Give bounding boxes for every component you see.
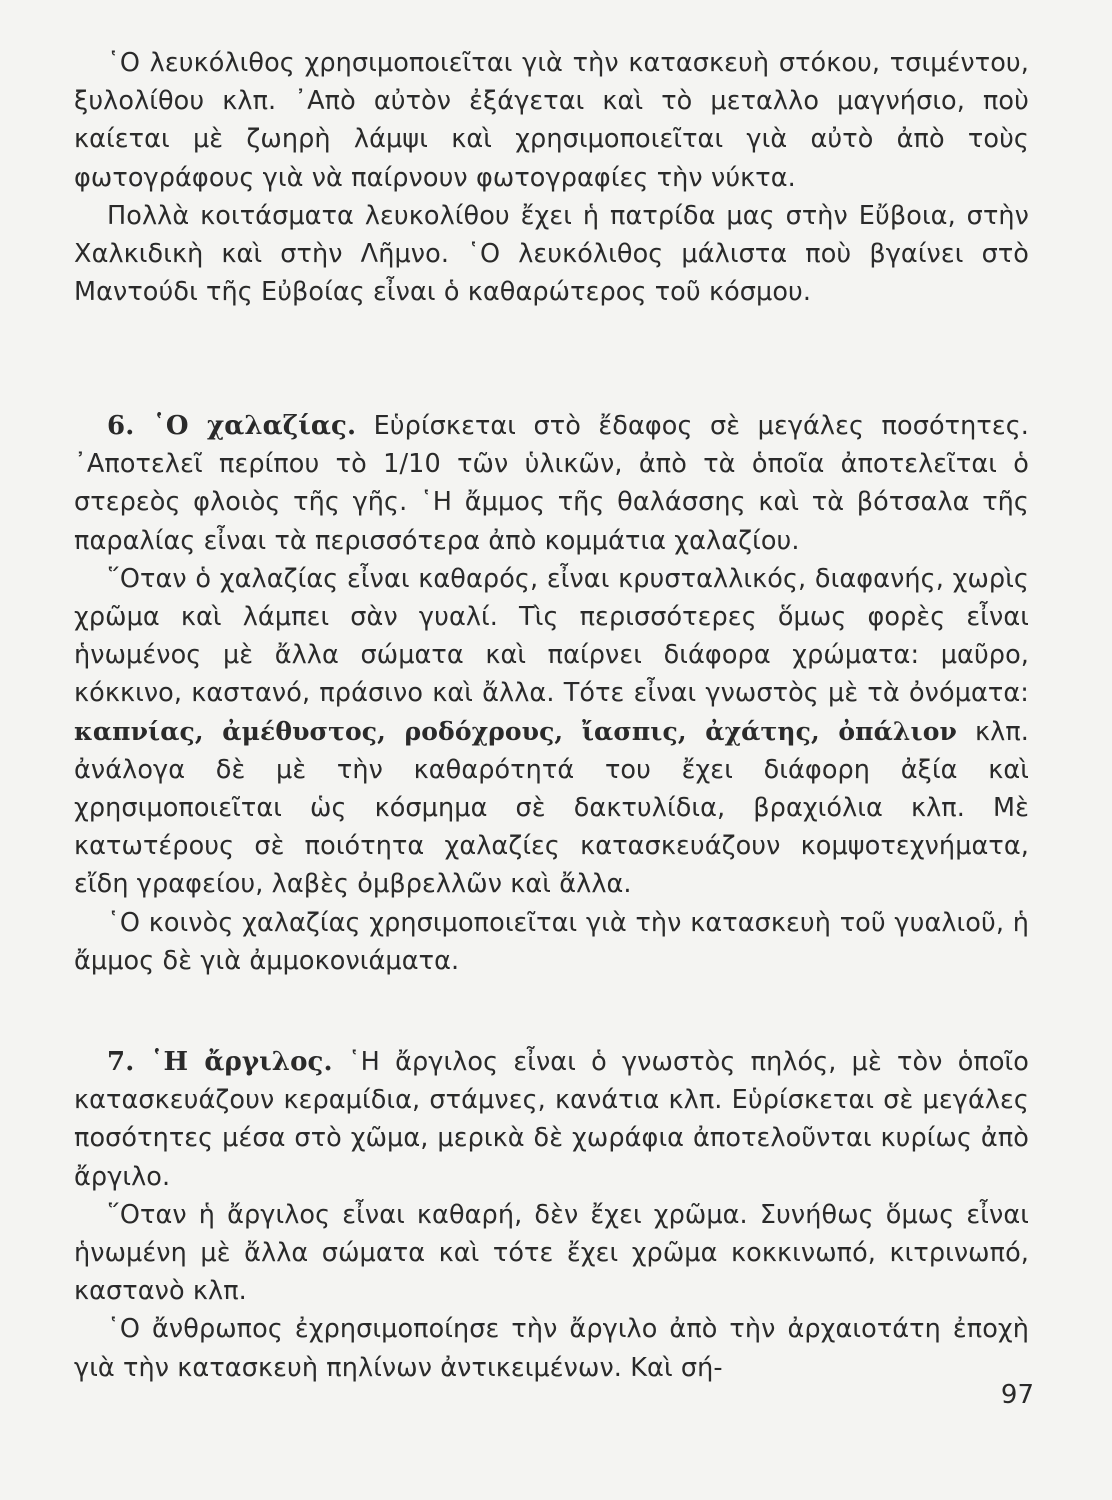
section-limestone (74, 44, 1029, 311)
section-clay (74, 1043, 1029, 1387)
paragraph: ῾Ο ἄνθρωπος ἐχρησιμοποίησε τὴν ἄργιλο ἀπὸ τὴν ἀρχαιοτάτη ἐποχὴ γιὰ τὴν κατασκευὴ πηλίνων ἀντικειμένων. Καὶ σή- (74, 1314, 1029, 1383)
paragraph: ῞Οταν ἡ ἄργιλος εἶναι καθαρή, δὲν ἔχει χρῶμα. Συνήθως ὅμως εἶναι ἡνωμένη μὲ ἄλλα σώματα καὶ τότε ἔχει χρῶμα κοκκινωπό, κιτρινωπό, καστανὸ κλπ. (74, 1199, 1029, 1307)
section-heading: 6. ῾Ο χαλαζίας. (107, 411, 357, 441)
paragraph-text: ῞Οταν ὁ χαλαζίας εἶναι καθαρός, εἶναι κρυσταλλικός, διαφανής, χωρὶς χρῶμα καὶ λάμπει σὰν γυαλί. Τὶς περισσότερες ὅμως φορὲς εἶναι ἡνωμένος μὲ ἄλλα σώματα καὶ παίρνει διάφορα χρώματα: μαῦρο, κόκκινο, καστανό, πράσινο καὶ ἄλλα. Τότε εἶναι γνωστὸς μὲ τὰ ὀνόματα: (74, 563, 1029, 709)
paragraph-text: κλπ. ἀνάλογα δὲ μὲ τὴν καθαρότητά του ἔχει διάφορη ἀξία καὶ χρησιμοποιεῖται ὡς κόσμημα σὲ δακτυλίδια, βραχιόλια κλπ. Μὲ κατωτέρους σὲ ποιότητα χαλαζίες κατασκευάζουν κομψοτεχνήματα, εἴδη γραφείου, λαβὲς ὀμβρελλῶν καὶ ἄλλα. (74, 716, 1029, 900)
paragraph (74, 407, 1029, 560)
paragraph (74, 1043, 1029, 1196)
gem-names: καπνίας, ἀμέθυστος, ροδόχρους, ἴασπις, ἀχάτης, ὀπάλιον (74, 716, 957, 746)
section-quartz (74, 407, 1029, 980)
section-heading: 7. ῾Η ἄργιλος. (107, 1047, 333, 1077)
paragraph: ῾Ο λευκόλιθος χρησιμοποιεῖται γιὰ τὴν κατασκευὴ στόκου, τσιμέντου, ξυλολίθου κλπ. ᾿Απὸ αὐτὸν ἐξάγεται καὶ τὸ μεταλλο μαγνήσιο, ποὺ καίεται μὲ ζωηρὴ λάμψι καὶ χρησιμοποιεῖται γιὰ αὐτὸ ἀπὸ τοὺς φωτογράφους γιὰ νὰ παίρνουν φωτογραφίες τὴν νύκτα. (74, 48, 1029, 193)
paragraph: Πολλὰ κοιτάσματα λευκολίθου ἔχει ἡ πατρίδα μας στὴν Εὔβοια, στὴν Χαλκιδικὴ καὶ στὴν Λῆμνο. ῾Ο λευκόλιθος μάλιστα ποὺ βγαίνει στὸ Μαντούδι τῆς Εὐβοίας εἶναι ὁ καθαρώτερος τοῦ κόσμου. (74, 200, 1029, 308)
page-number: 97 (1000, 1380, 1034, 1410)
paragraph (74, 560, 1029, 904)
paragraph: ῾Ο κοινὸς χαλαζίας χρησιμοποιεῖται γιὰ τὴν κατασκευὴ τοῦ γυαλιοῦ, ἡ ἄμμος δὲ γιὰ ἀμμοκονιάματα. (74, 907, 1029, 976)
paragraph-text: Εὑρίσκεται στὸ ἔδαφος σὲ μεγάλες ποσότητες. ᾿Αποτελεῖ περίπου τὸ 1/10 τῶν ὑλικῶν, ἀπὸ τὰ ὁποῖα ἀποτελεῖται ὁ στερεὸς φλοιὸς τῆς γῆς. ῾Η ἄμμος τῆς θαλάσσης καὶ τὰ βότσαλα τῆς παραλίας εἶναι τὰ περισσότερα ἀπὸ κομμάτια χαλαζίου. (74, 411, 1029, 556)
paragraph-text: ῾Η ἄργιλος εἶναι ὁ γνωστὸς πηλός, μὲ τὸν ὁποῖο κατασκευάζουν κεραμίδια, στάμνες, κανάτια κλπ. Εὑρίσκεται σὲ μεγάλες ποσότητες μέσα στὸ χῶμα, μερικὰ δὲ χωράφια ἀποτελοῦνται κυρίως ἀπὸ ἄργιλο. (74, 1047, 1029, 1192)
